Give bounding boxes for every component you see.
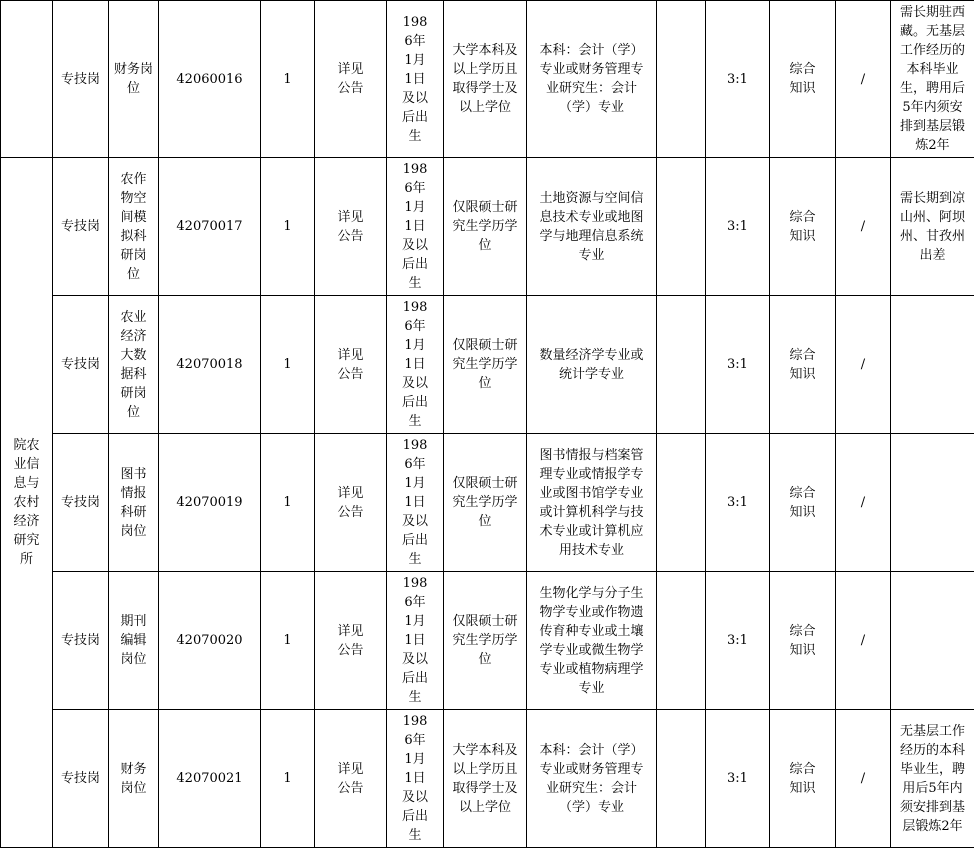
table-row (1, 434, 974, 572)
exam-subject: 综合知识 (786, 208, 819, 246)
age-requirement: 详见公告 (335, 622, 366, 660)
age-cell (315, 434, 387, 572)
age-cell (315, 572, 387, 710)
post-name: 期刊编辑岗位 (119, 612, 148, 669)
birth-cell (387, 710, 444, 848)
blank-cell (657, 158, 706, 296)
post-code: 42070017 (163, 217, 256, 236)
ratio-cell (706, 158, 770, 296)
other-requirement: / (840, 769, 886, 788)
age-cell (315, 710, 387, 848)
remark: 无基层工作经历的本科毕业生，聘用后5年内须安排到基层锻炼2年 (897, 722, 968, 836)
age-requirement: 详见公告 (335, 484, 366, 522)
table-row (1, 572, 974, 710)
other-cell (836, 296, 891, 434)
education-requirement: 仅限硕士研究生学历学位 (450, 336, 520, 393)
age-cell (315, 1, 387, 158)
education-cell (444, 710, 527, 848)
exam-ratio: 3:1 (710, 70, 765, 89)
remark-cell (891, 572, 974, 710)
post-code-cell (159, 1, 261, 158)
major-requirement: 本科：会计（学）专业或财务管理专业研究生：会计（学）专业 (535, 741, 648, 817)
exam-subject: 综合知识 (786, 622, 819, 660)
blank-cell (657, 572, 706, 710)
post-name-cell (109, 572, 159, 710)
education-requirement: 仅限硕士研究生学历学位 (450, 612, 520, 669)
post-code-cell (159, 158, 261, 296)
birth-cell (387, 572, 444, 710)
education-cell (444, 158, 527, 296)
post-type-cell (53, 296, 109, 434)
birth-cell (387, 296, 444, 434)
remark-cell (891, 1, 974, 158)
post-type: 专技岗 (57, 769, 104, 788)
major-requirement: 土地资源与空间信息技术专业或地图学与地理信息系统专业 (535, 189, 648, 265)
birth-requirement: 1986年1月1日及以后出生 (401, 574, 429, 707)
remark-cell (891, 158, 974, 296)
post-name: 图书情报科研岗位 (119, 465, 148, 541)
exam-subject: 综合知识 (786, 760, 819, 798)
department-cell (1, 1, 53, 158)
ratio-cell (706, 1, 770, 158)
other-requirement: / (840, 70, 886, 89)
birth-requirement: 1986年1月1日及以后出生 (401, 13, 429, 146)
education-requirement: 仅限硕士研究生学历学位 (450, 474, 520, 531)
exam-cell (770, 434, 836, 572)
major-cell (527, 296, 657, 434)
recruit-count: 1 (265, 217, 310, 236)
ratio-cell (706, 296, 770, 434)
exam-ratio: 3:1 (710, 217, 765, 236)
recruit-count: 1 (265, 355, 310, 374)
exam-ratio: 3:1 (710, 631, 765, 650)
table-row (1, 158, 974, 296)
other-requirement: / (840, 355, 886, 374)
table-row (1, 710, 974, 848)
post-name-cell (109, 434, 159, 572)
count-cell (261, 1, 315, 158)
remark-cell (891, 710, 974, 848)
education-requirement: 大学本科及以上学历且取得学士及以上学位 (450, 741, 520, 817)
post-type-cell (53, 158, 109, 296)
post-code: 42070020 (163, 631, 256, 650)
post-name: 财务岗位 (110, 60, 157, 98)
post-name: 农业经济大数据科研岗位 (119, 308, 148, 422)
blank-cell (657, 434, 706, 572)
ratio-cell (706, 710, 770, 848)
post-name: 农作物空间模拟科研岗位 (119, 170, 148, 284)
education-cell (444, 434, 527, 572)
age-cell (315, 296, 387, 434)
ratio-cell (706, 572, 770, 710)
exam-subject: 综合知识 (786, 346, 819, 384)
major-cell (527, 434, 657, 572)
other-cell (836, 158, 891, 296)
major-cell (527, 1, 657, 158)
age-requirement: 详见公告 (335, 760, 366, 798)
major-requirement: 本科：会计（学）专业或财务管理专业研究生：会计（学）专业 (535, 41, 648, 117)
post-name-cell (109, 1, 159, 158)
count-cell (261, 710, 315, 848)
post-type-cell (53, 572, 109, 710)
post-name-cell (109, 710, 159, 848)
other-cell (836, 572, 891, 710)
age-requirement: 详见公告 (335, 60, 366, 98)
blank-cell (657, 1, 706, 158)
other-cell (836, 710, 891, 848)
remark-cell (891, 296, 974, 434)
exam-cell (770, 572, 836, 710)
exam-cell (770, 158, 836, 296)
other-cell (836, 1, 891, 158)
post-code-cell (159, 572, 261, 710)
post-name: 财务岗位 (119, 760, 148, 798)
birth-requirement: 1986年1月1日及以后出生 (401, 160, 429, 293)
ratio-cell (706, 434, 770, 572)
age-requirement: 详见公告 (335, 208, 366, 246)
major-requirement: 数量经济学专业或统计学专业 (535, 346, 648, 384)
major-cell (527, 158, 657, 296)
table-row (1, 1, 974, 158)
education-requirement: 仅限硕士研究生学历学位 (450, 198, 520, 255)
department-cell (1, 158, 53, 848)
post-type: 专技岗 (57, 217, 104, 236)
post-type-cell (53, 434, 109, 572)
education-cell (444, 572, 527, 710)
post-code-cell (159, 296, 261, 434)
exam-subject: 综合知识 (786, 60, 819, 98)
other-requirement: / (840, 631, 886, 650)
birth-requirement: 1986年1月1日及以后出生 (401, 712, 429, 845)
recruit-count: 1 (265, 769, 310, 788)
count-cell (261, 572, 315, 710)
recruit-count: 1 (265, 70, 310, 89)
exam-cell (770, 710, 836, 848)
department-name: 院农业信息与农村经济研究所 (11, 436, 42, 569)
post-name-cell (109, 158, 159, 296)
blank-cell (657, 710, 706, 848)
age-cell (315, 158, 387, 296)
exam-subject: 综合知识 (786, 484, 819, 522)
post-code: 42070021 (163, 769, 256, 788)
major-cell (527, 710, 657, 848)
post-name-cell (109, 296, 159, 434)
post-type: 专技岗 (57, 355, 104, 374)
education-requirement: 大学本科及以上学历且取得学士及以上学位 (450, 41, 520, 117)
exam-ratio: 3:1 (710, 355, 765, 374)
post-type-cell (53, 1, 109, 158)
remark: 需长期到凉山州、阿坝州、甘孜州出差 (897, 189, 968, 265)
major-cell (527, 572, 657, 710)
remark-cell (891, 434, 974, 572)
post-type-cell (53, 710, 109, 848)
recruit-count: 1 (265, 493, 310, 512)
education-cell (444, 1, 527, 158)
count-cell (261, 158, 315, 296)
post-type: 专技岗 (57, 493, 104, 512)
exam-ratio: 3:1 (710, 493, 765, 512)
other-requirement: / (840, 217, 886, 236)
other-cell (836, 434, 891, 572)
post-code-cell (159, 434, 261, 572)
exam-cell (770, 1, 836, 158)
post-code: 42070018 (163, 355, 256, 374)
age-requirement: 详见公告 (335, 346, 366, 384)
birth-requirement: 1986年1月1日及以后出生 (401, 436, 429, 569)
exam-cell (770, 296, 836, 434)
count-cell (261, 434, 315, 572)
recruit-count: 1 (265, 631, 310, 650)
major-requirement: 生物化学与分子生物学专业或作物遗传育种专业或土壤学专业或微生物学专业或植物病理学专业 (535, 584, 648, 698)
post-type: 专技岗 (57, 70, 104, 89)
count-cell (261, 296, 315, 434)
post-type: 专技岗 (57, 631, 104, 650)
birth-cell (387, 434, 444, 572)
post-code: 42070019 (163, 493, 256, 512)
other-requirement: / (840, 493, 886, 512)
birth-cell (387, 158, 444, 296)
major-requirement: 图书情报与档案管理专业或情报学专业或图书馆学专业或计算机科学与技术专业或计算机应用技术专业 (535, 446, 648, 560)
birth-cell (387, 1, 444, 158)
education-cell (444, 296, 527, 434)
birth-requirement: 1986年1月1日及以后出生 (401, 298, 429, 431)
exam-ratio: 3:1 (710, 769, 765, 788)
post-code: 42060016 (163, 70, 256, 89)
post-code-cell (159, 710, 261, 848)
blank-cell (657, 296, 706, 434)
table-row (1, 296, 974, 434)
remark: 需长期驻西藏。无基层工作经历的本科毕业生，聘用后5年内须安排到基层锻炼2年 (897, 3, 968, 155)
